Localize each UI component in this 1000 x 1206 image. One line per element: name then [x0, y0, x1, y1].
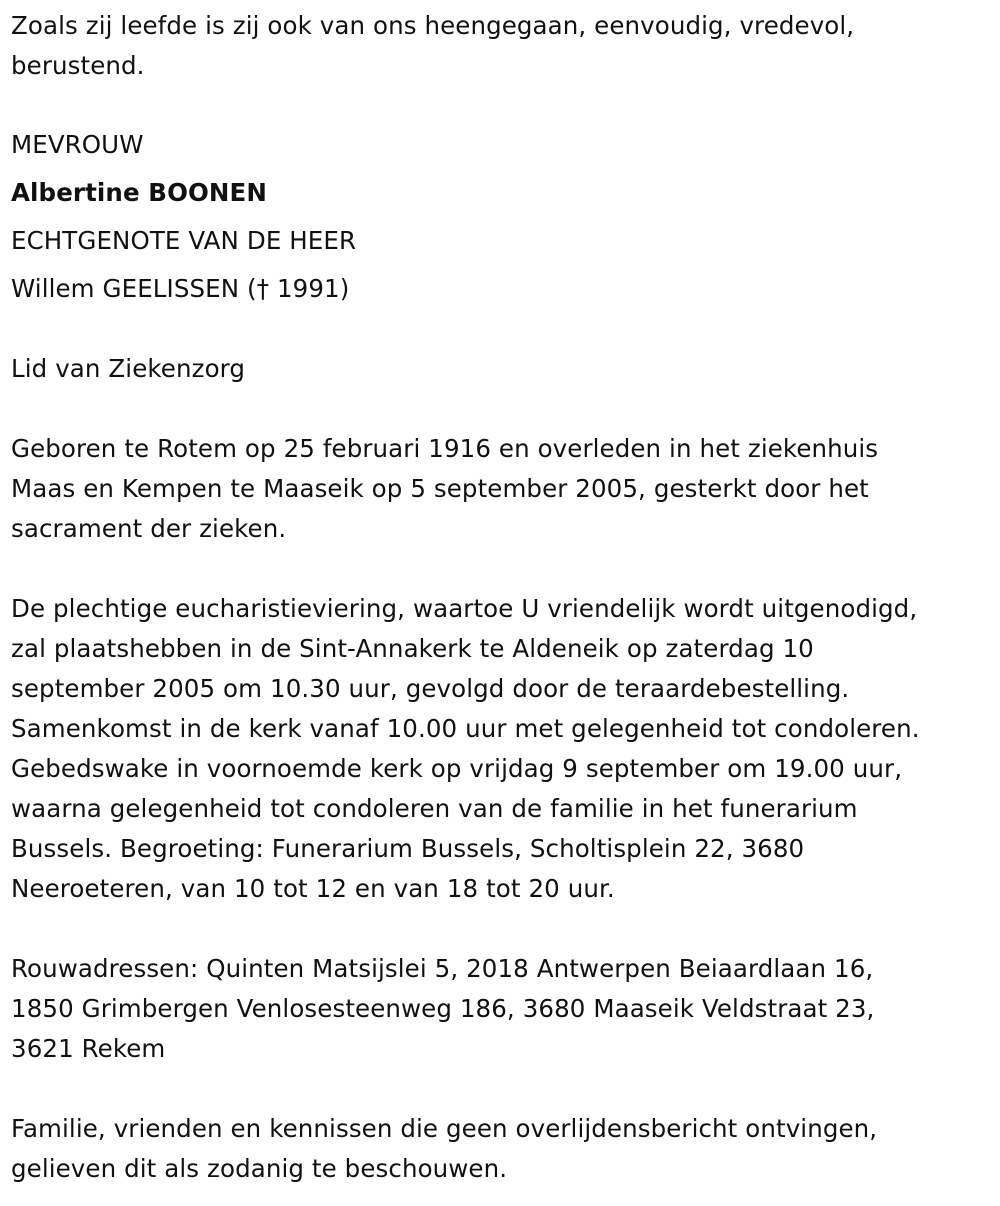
- service-line-2: zal plaatshebben in de Sint-Annakerk te Aldeneik op zaterdag 10: [11, 634, 814, 663]
- membership-line: Lid van Ziekenzorg: [11, 354, 246, 383]
- intro-line-1: Zoals zij leefde is zij ook van ons heengegaan, eenvoudig, vredevol,: [11, 11, 855, 40]
- service-line-8: Neeroeteren, van 10 tot 12 en van 18 tot 20 uur.: [11, 874, 615, 903]
- intro-line-2: berustend.: [11, 51, 145, 80]
- relation-line: ECHTGENOTE VAN DE HEER: [11, 226, 357, 255]
- service-line-3: september 2005 om 10.30 uur, gevolgd door de teraardebestelling.: [11, 674, 850, 703]
- service-line-7: Bussels. Begroeting: Funerarium Bussels, Scholtisplein 22, 3680: [11, 834, 805, 863]
- addresses-line-1: Rouwadressen: Quinten Matsijslei 5, 2018 Antwerpen Beiaardlaan 16,: [11, 954, 874, 983]
- addresses-line-3: 3621 Rekem: [11, 1034, 166, 1063]
- closing-line-1: Familie, vrienden en kennissen die geen overlijdensbericht ontvingen,: [11, 1114, 878, 1143]
- spouse-line: Willem GEELISSEN († 1991): [11, 274, 350, 303]
- service-line-4: Samenkomst in de kerk vanaf 10.00 uur met gelegenheid tot condoleren.: [11, 714, 920, 743]
- birth-death-line-2: Maas en Kempen te Maaseik op 5 september 2005, gesterkt door het: [11, 474, 869, 503]
- honorific-title: MEVROUW: [11, 130, 144, 159]
- service-line-5: Gebedswake in voornoemde kerk op vrijdag 9 september om 19.00 uur,: [11, 754, 903, 783]
- birth-death-line-1: Geboren te Rotem op 25 februari 1916 en overleden in het ziekenhuis: [11, 434, 879, 463]
- birth-death-line-3: sacrament der zieken.: [11, 514, 287, 543]
- service-line-1: De plechtige eucharistieviering, waartoe U vriendelijk wordt uitgenodigd,: [11, 594, 918, 623]
- deceased-name: Albertine BOONEN: [11, 178, 267, 207]
- addresses-line-2: 1850 Grimbergen Venlosesteenweg 186, 3680 Maaseik Veldstraat 23,: [11, 994, 875, 1023]
- service-line-6: waarna gelegenheid tot condoleren van de familie in het funerarium: [11, 794, 858, 823]
- closing-line-2: gelieven dit als zodanig te beschouwen.: [11, 1154, 508, 1183]
